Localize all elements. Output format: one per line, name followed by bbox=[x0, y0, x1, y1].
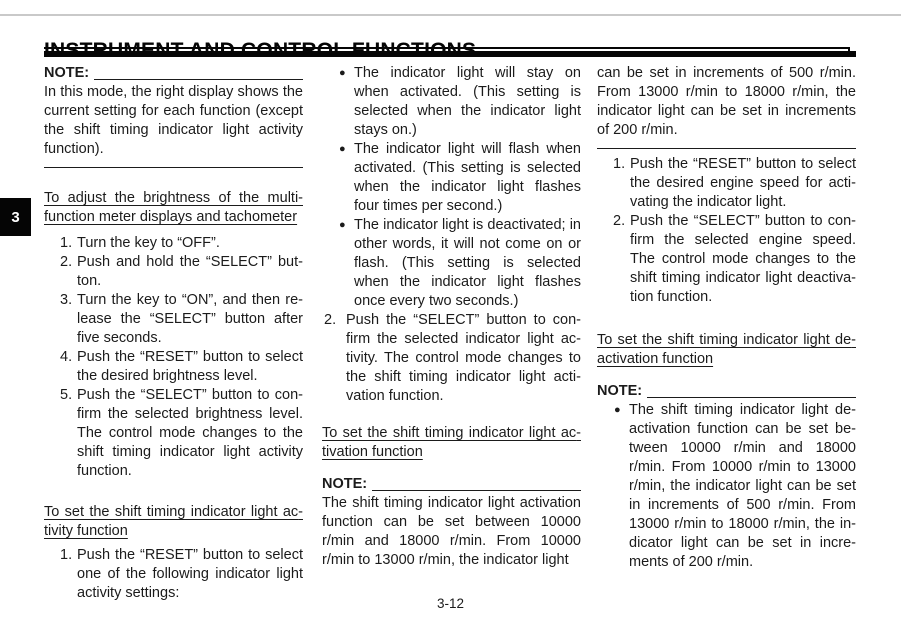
section-heading-brightness: To adjust the brightness of the multi-function meter displays and tachometer bbox=[44, 190, 303, 225]
list-item bbox=[597, 155, 856, 212]
note-paragraph: In this mode, the right display shows the current setting for each function (except the shift timing indicator light activity function). bbox=[44, 84, 303, 157]
note-header bbox=[597, 382, 856, 401]
note-header bbox=[44, 64, 303, 83]
title-underline-thin bbox=[44, 47, 850, 49]
list-item-text: Push and hold the “SELECT” button. bbox=[77, 254, 303, 289]
bullet-item bbox=[322, 64, 581, 140]
bullet-icon: ● bbox=[614, 404, 621, 416]
page-number: 3-12 bbox=[436, 596, 465, 611]
list-item-text: Push the “RESET” button to select the desired brightness level. bbox=[77, 349, 303, 384]
chapter-tab-number: 3 bbox=[11, 208, 20, 226]
bullet-item-text: The indicator light is deactivated; in other words, it will not come on or flash. (This setting is selected when the indicator light flashes once every two seconds.) bbox=[354, 217, 581, 309]
bullet-item-text: The shift timing indicator light deactivation function can be set between 10000 r/min and 18000 r/min. From 10000 r/min to 13000 r/min, the indicator light can be set in increments of 500 r/min. From 13000 r/min to 18000 r/min, the indicator light can be set in increments of 200 r/min. bbox=[629, 402, 856, 570]
list-item bbox=[322, 311, 581, 406]
list-item-text: Turn the key to “ON”, and then release the “SELECT” button after five seconds. bbox=[77, 292, 303, 346]
list-item-text: Turn the key to “OFF”. bbox=[77, 235, 220, 251]
note-rule bbox=[372, 490, 581, 491]
chapter-tab bbox=[0, 198, 31, 236]
bullet-icon: ● bbox=[339, 219, 346, 231]
bullet-item bbox=[322, 140, 581, 216]
ordered-list-activation bbox=[597, 155, 856, 307]
list-item bbox=[44, 546, 303, 603]
list-item-number: 1. bbox=[613, 156, 626, 172]
title-underline-thick bbox=[44, 51, 856, 57]
section-heading-deactivation: To set the shift timing indicator light deactivation function bbox=[597, 332, 856, 367]
list-item bbox=[44, 253, 303, 291]
bullet-icon: ● bbox=[339, 67, 346, 79]
note-label: NOTE: bbox=[44, 65, 90, 81]
bullet-item-text: The indicator light will flash when activated. (This setting is selected when the indicator light flashes four times per second.) bbox=[354, 141, 581, 214]
bullet-icon: ● bbox=[339, 143, 346, 155]
note-rule bbox=[647, 397, 856, 398]
note-paragraph-continued: can be set in increments of 500 r/min. From 13000 r/min to 18000 r/min, the indicator light can be set in increments of 200 r/min. bbox=[597, 65, 856, 138]
list-item-number: 1. bbox=[60, 235, 73, 251]
note-header bbox=[322, 475, 581, 494]
note-paragraph: The shift timing indicator light activation function can be set between 10000 r/min and 18000 r/min. From 10000 r/min to 13000 r/min, the indicator light bbox=[322, 495, 581, 568]
list-item bbox=[597, 212, 856, 307]
list-item-number: 4. bbox=[60, 349, 73, 365]
list-item-number: 5. bbox=[60, 387, 73, 403]
list-item-text: Push the “SELECT” button to confirm the selected engine speed. The control mode changes to the shift timing indicator light deactivation function. bbox=[630, 213, 856, 305]
list-item-text: Push the “SELECT” button to confirm the selected indicator light activity. The control mode changes to the shift timing indicator light activation function. bbox=[346, 312, 581, 404]
bullet-item bbox=[322, 216, 581, 311]
list-item-number: 2. bbox=[60, 254, 73, 270]
bullet-list-activity-settings bbox=[322, 64, 581, 311]
note-label: NOTE: bbox=[322, 476, 368, 492]
list-item-number: 1. bbox=[60, 547, 73, 563]
section-heading-activation: To set the shift timing indicator light activation function bbox=[322, 425, 581, 460]
note-end-rule bbox=[597, 148, 856, 149]
note-label: NOTE: bbox=[597, 383, 643, 399]
list-item bbox=[44, 348, 303, 386]
list-item bbox=[44, 386, 303, 481]
bullet-item-text: The indicator light will stay on when activated. (This setting is selected when the indicator light stays on.) bbox=[354, 65, 581, 138]
list-item-number: 2. bbox=[613, 213, 626, 229]
list-item-number: 3. bbox=[60, 292, 73, 308]
list-item bbox=[44, 234, 303, 253]
list-item-text: Push the “RESET” button to select the desired engine speed for activating the indicator light. bbox=[630, 156, 856, 210]
ordered-list-activity bbox=[44, 546, 303, 603]
list-item-text: Push the “RESET” button to select one of the following indicator light activity settings: bbox=[77, 547, 303, 601]
list-item-number: 2. bbox=[324, 312, 337, 328]
list-item-text: Push the “SELECT” button to confirm the selected brightness level. The control mode changes to the shift timing indicator light activity function. bbox=[77, 387, 303, 479]
ordered-list-brightness bbox=[44, 234, 303, 481]
page-top-scan-line bbox=[0, 14, 901, 16]
bullet-item bbox=[597, 401, 856, 572]
section-heading-activity: To set the shift timing indicator light activity function bbox=[44, 504, 303, 539]
note-end-rule bbox=[44, 167, 303, 168]
column-1 bbox=[44, 64, 303, 603]
column-3 bbox=[597, 64, 856, 572]
list-item bbox=[44, 291, 303, 348]
column-2 bbox=[322, 64, 581, 570]
note-rule bbox=[94, 79, 303, 80]
